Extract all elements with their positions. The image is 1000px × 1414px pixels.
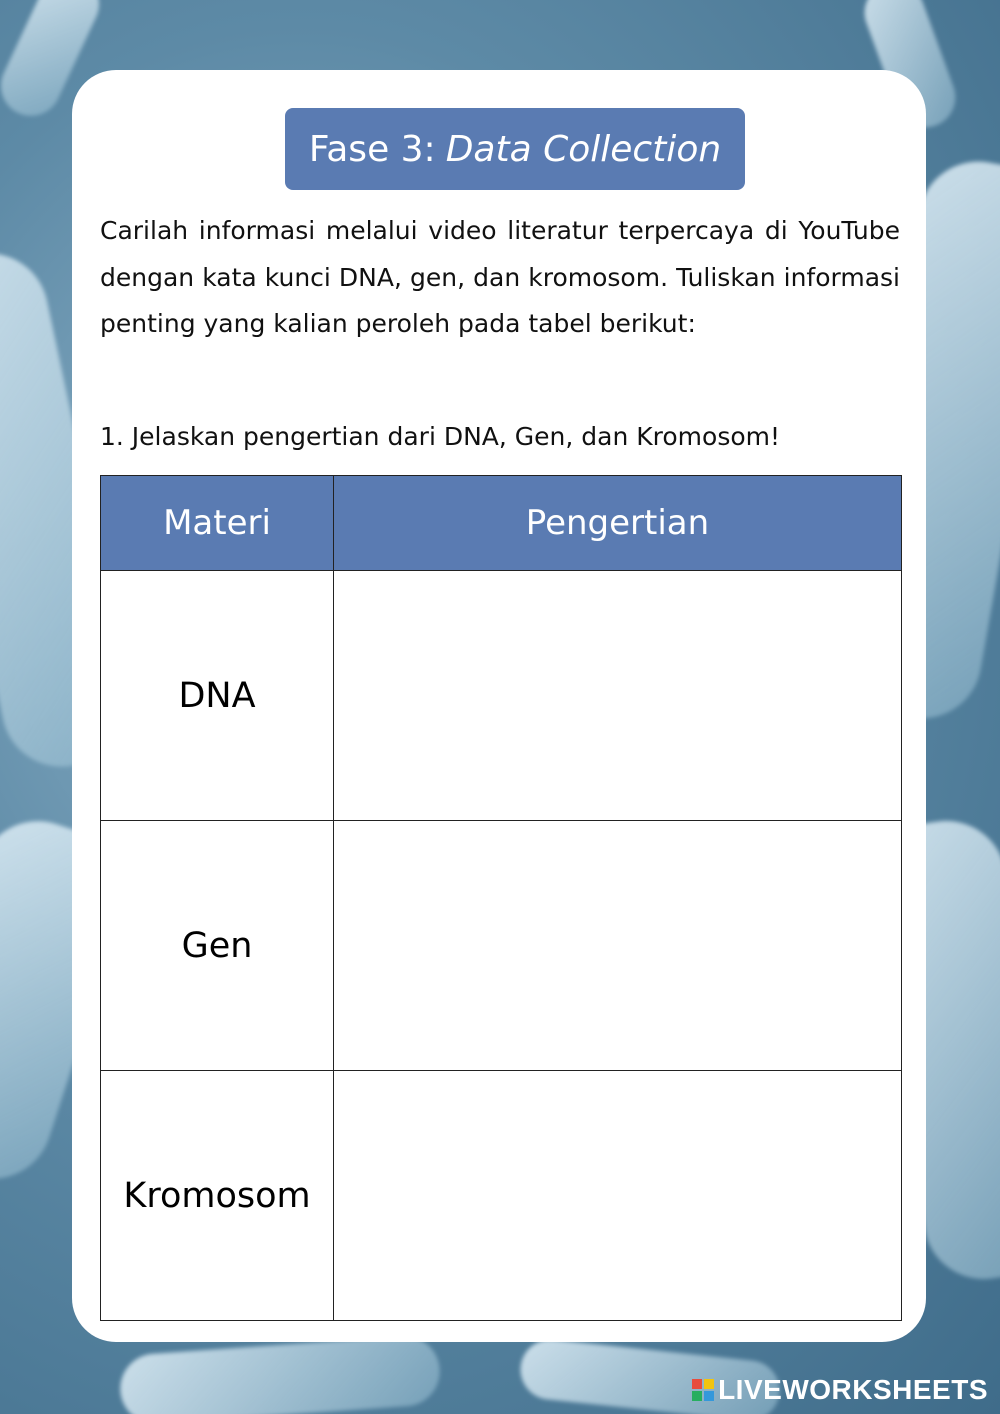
page-title xyxy=(285,108,745,190)
header-pengertian: Pengertian xyxy=(334,476,902,571)
liveworksheets-logo-icon xyxy=(692,1379,714,1401)
table-row xyxy=(101,1071,902,1321)
materi-cell-kromosom: Kromosom xyxy=(101,1071,334,1321)
question-text: 1. Jelaskan pengertian dari DNA, Gen, dan Kromosom! xyxy=(100,422,781,451)
instructions-text: Carilah informasi melalui video literatur terpercaya di YouTube dengan kata kunci DNA, gen, dan kromosom. Tuliskan informasi penting yang kalian peroleh pada tabel berikut: xyxy=(100,216,900,338)
pengertian-answer-dna[interactable] xyxy=(334,571,902,821)
logo-text: LIVEWORKSHEETS xyxy=(718,1374,988,1405)
pengertian-answer-kromosom[interactable] xyxy=(334,1071,902,1321)
table-row xyxy=(101,571,902,821)
title-emphasis: Data Collection xyxy=(445,128,722,170)
answer-table xyxy=(100,475,902,1321)
liveworksheets-logo xyxy=(692,1374,988,1406)
materi-cell-gen: Gen xyxy=(101,821,334,1071)
pengertian-answer-gen[interactable] xyxy=(334,821,902,1071)
table-header-row xyxy=(101,476,902,571)
title-prefix: Fase 3: xyxy=(308,128,436,170)
header-materi: Materi xyxy=(101,476,334,571)
chromosome-shape xyxy=(118,1334,442,1414)
materi-cell-dna: DNA xyxy=(101,571,334,821)
table-row xyxy=(101,821,902,1071)
